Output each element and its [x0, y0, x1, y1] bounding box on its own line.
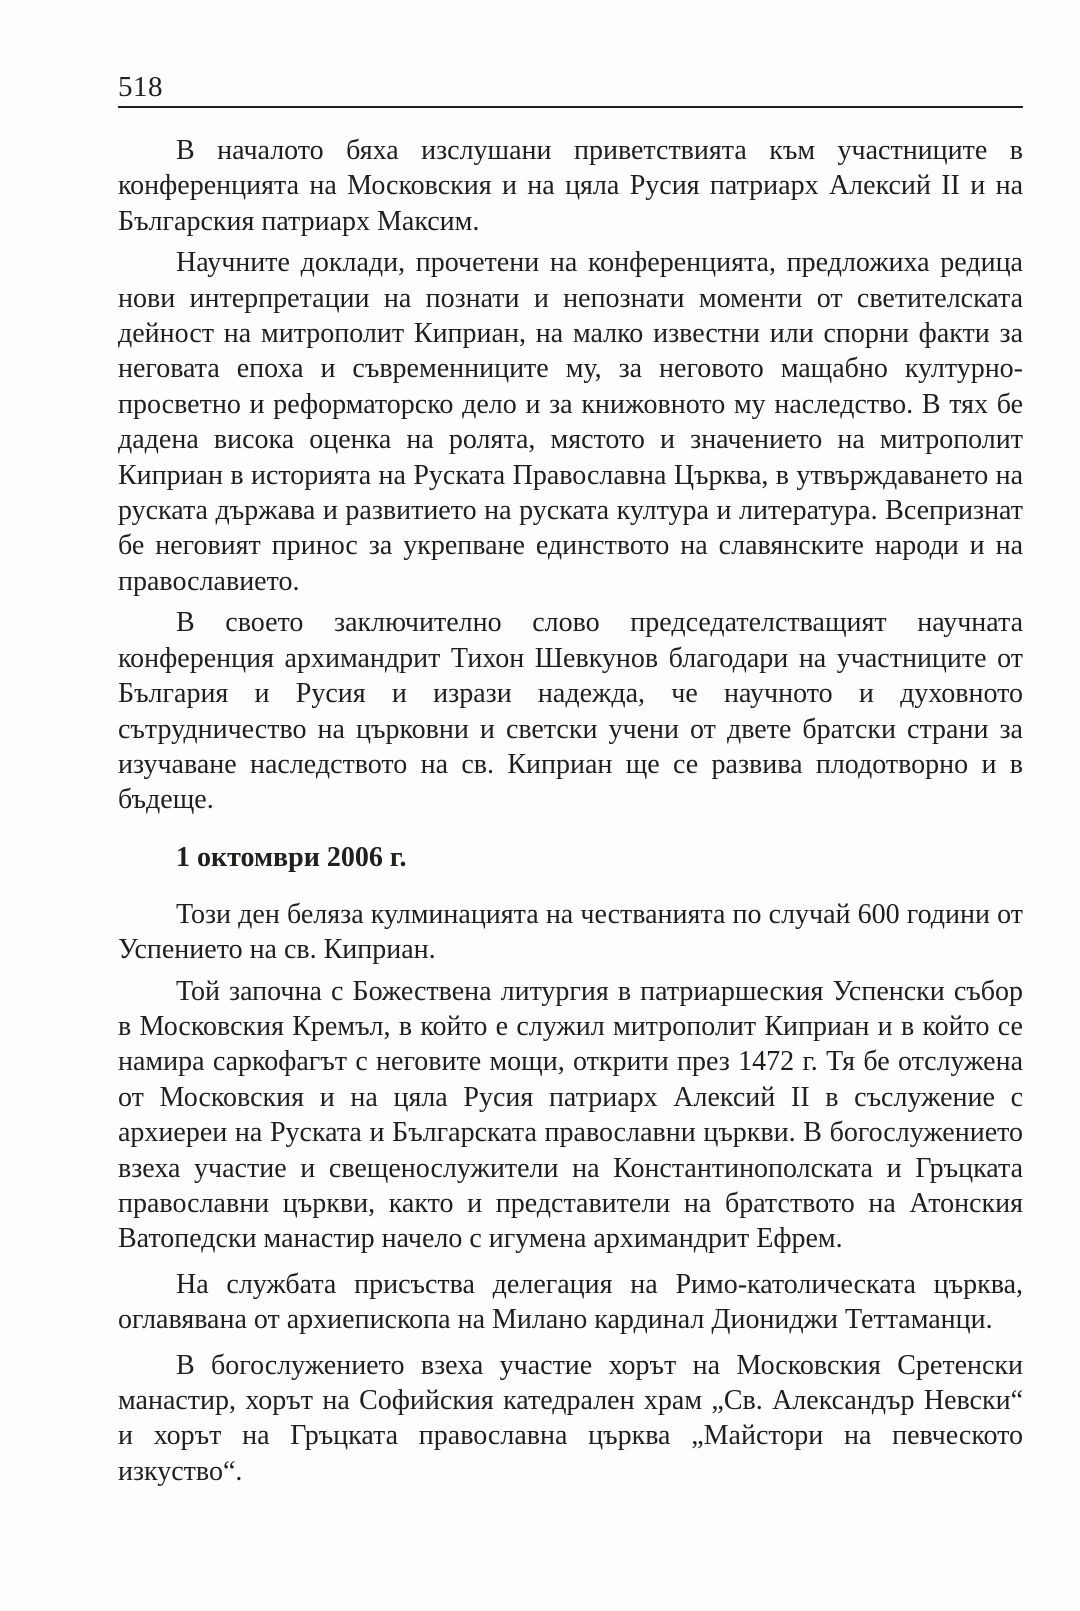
paragraph: Той започна с Божествена литургия в патриаршеския Успенски събор в Московския Кремъл, в който е служил митрополит Киприан и в който се намира саркофагът с неговите мощи, открити през 1472 г. Тя бе отслужена от Московския и на цяла Русия патриарх Алексий II в съслужение с архиереи на Руската и Българската православни църкви. В богослужението взеха участие и свещенослужители на Константинополската и Гръцката православни църкви, както и представители на братството на Атонския Ватопедски манастир начело с игумена архимандрит Ефрем. — [118, 975, 1023, 1255]
paragraph: На службата присъства делегация на Римо-католическата църква, оглавявана от архиепископа на Милано кардинал Диониджи Теттаманци. — [118, 1268, 1023, 1336]
page-header — [118, 62, 1023, 108]
paragraph: В богослужението взеха участие хорът на Московския Сретенски манастир, хорът на Софийския катедрален храм „Св. Александър Невски“ и хорът на Гръцката православна църква „Майстори на певческото изкуство“. — [118, 1349, 1023, 1487]
section-heading-date: 1 октомври 2006 г. — [176, 841, 407, 873]
page-number: 518 — [118, 71, 163, 103]
paragraph: В началото бяха изслушани приветствията към участниците в конференцията на Московския и на цяла Русия патриарх Алексий II и на Българския патриарх Максим. — [118, 135, 1023, 237]
paragraph: Научните доклади, прочетени на конференцията, предложиха редица нови интерпретации на познати и непознати моменти от светителската дейност на митрополит Киприан, на малко известни или спорни факти за неговата епоха и съвременниците му, за неговото мащабно културно-просветно и реформаторско дело и за книжовното му наследство. В тях бе дадена висока оценка на ролята, мястото и значението на митрополит Киприан в историята на Руската Православна Църква, в утвърждаването на руската държава и развитието на руската култура и литература. Всепризнат бе неговият принос за укрепване единството на славянските народи и на православието. — [118, 247, 1023, 597]
paragraph: Този ден беляза кулминацията на честванията по случай 600 години от Успението на св. Киприан. — [118, 898, 1023, 966]
text-body — [118, 133, 1023, 1489]
paragraph: В своето заключително слово председателстващият научната конференция архимандрит Тихон Шевкунов благодари на участниците от България и Русия и изрази надежда, че научното и духовното сътрудничество на църковни и светски учени от двете братски страни за изучаване наследството на св. Киприан ще се развива плодотворно и в бъдеще. — [118, 607, 1023, 816]
